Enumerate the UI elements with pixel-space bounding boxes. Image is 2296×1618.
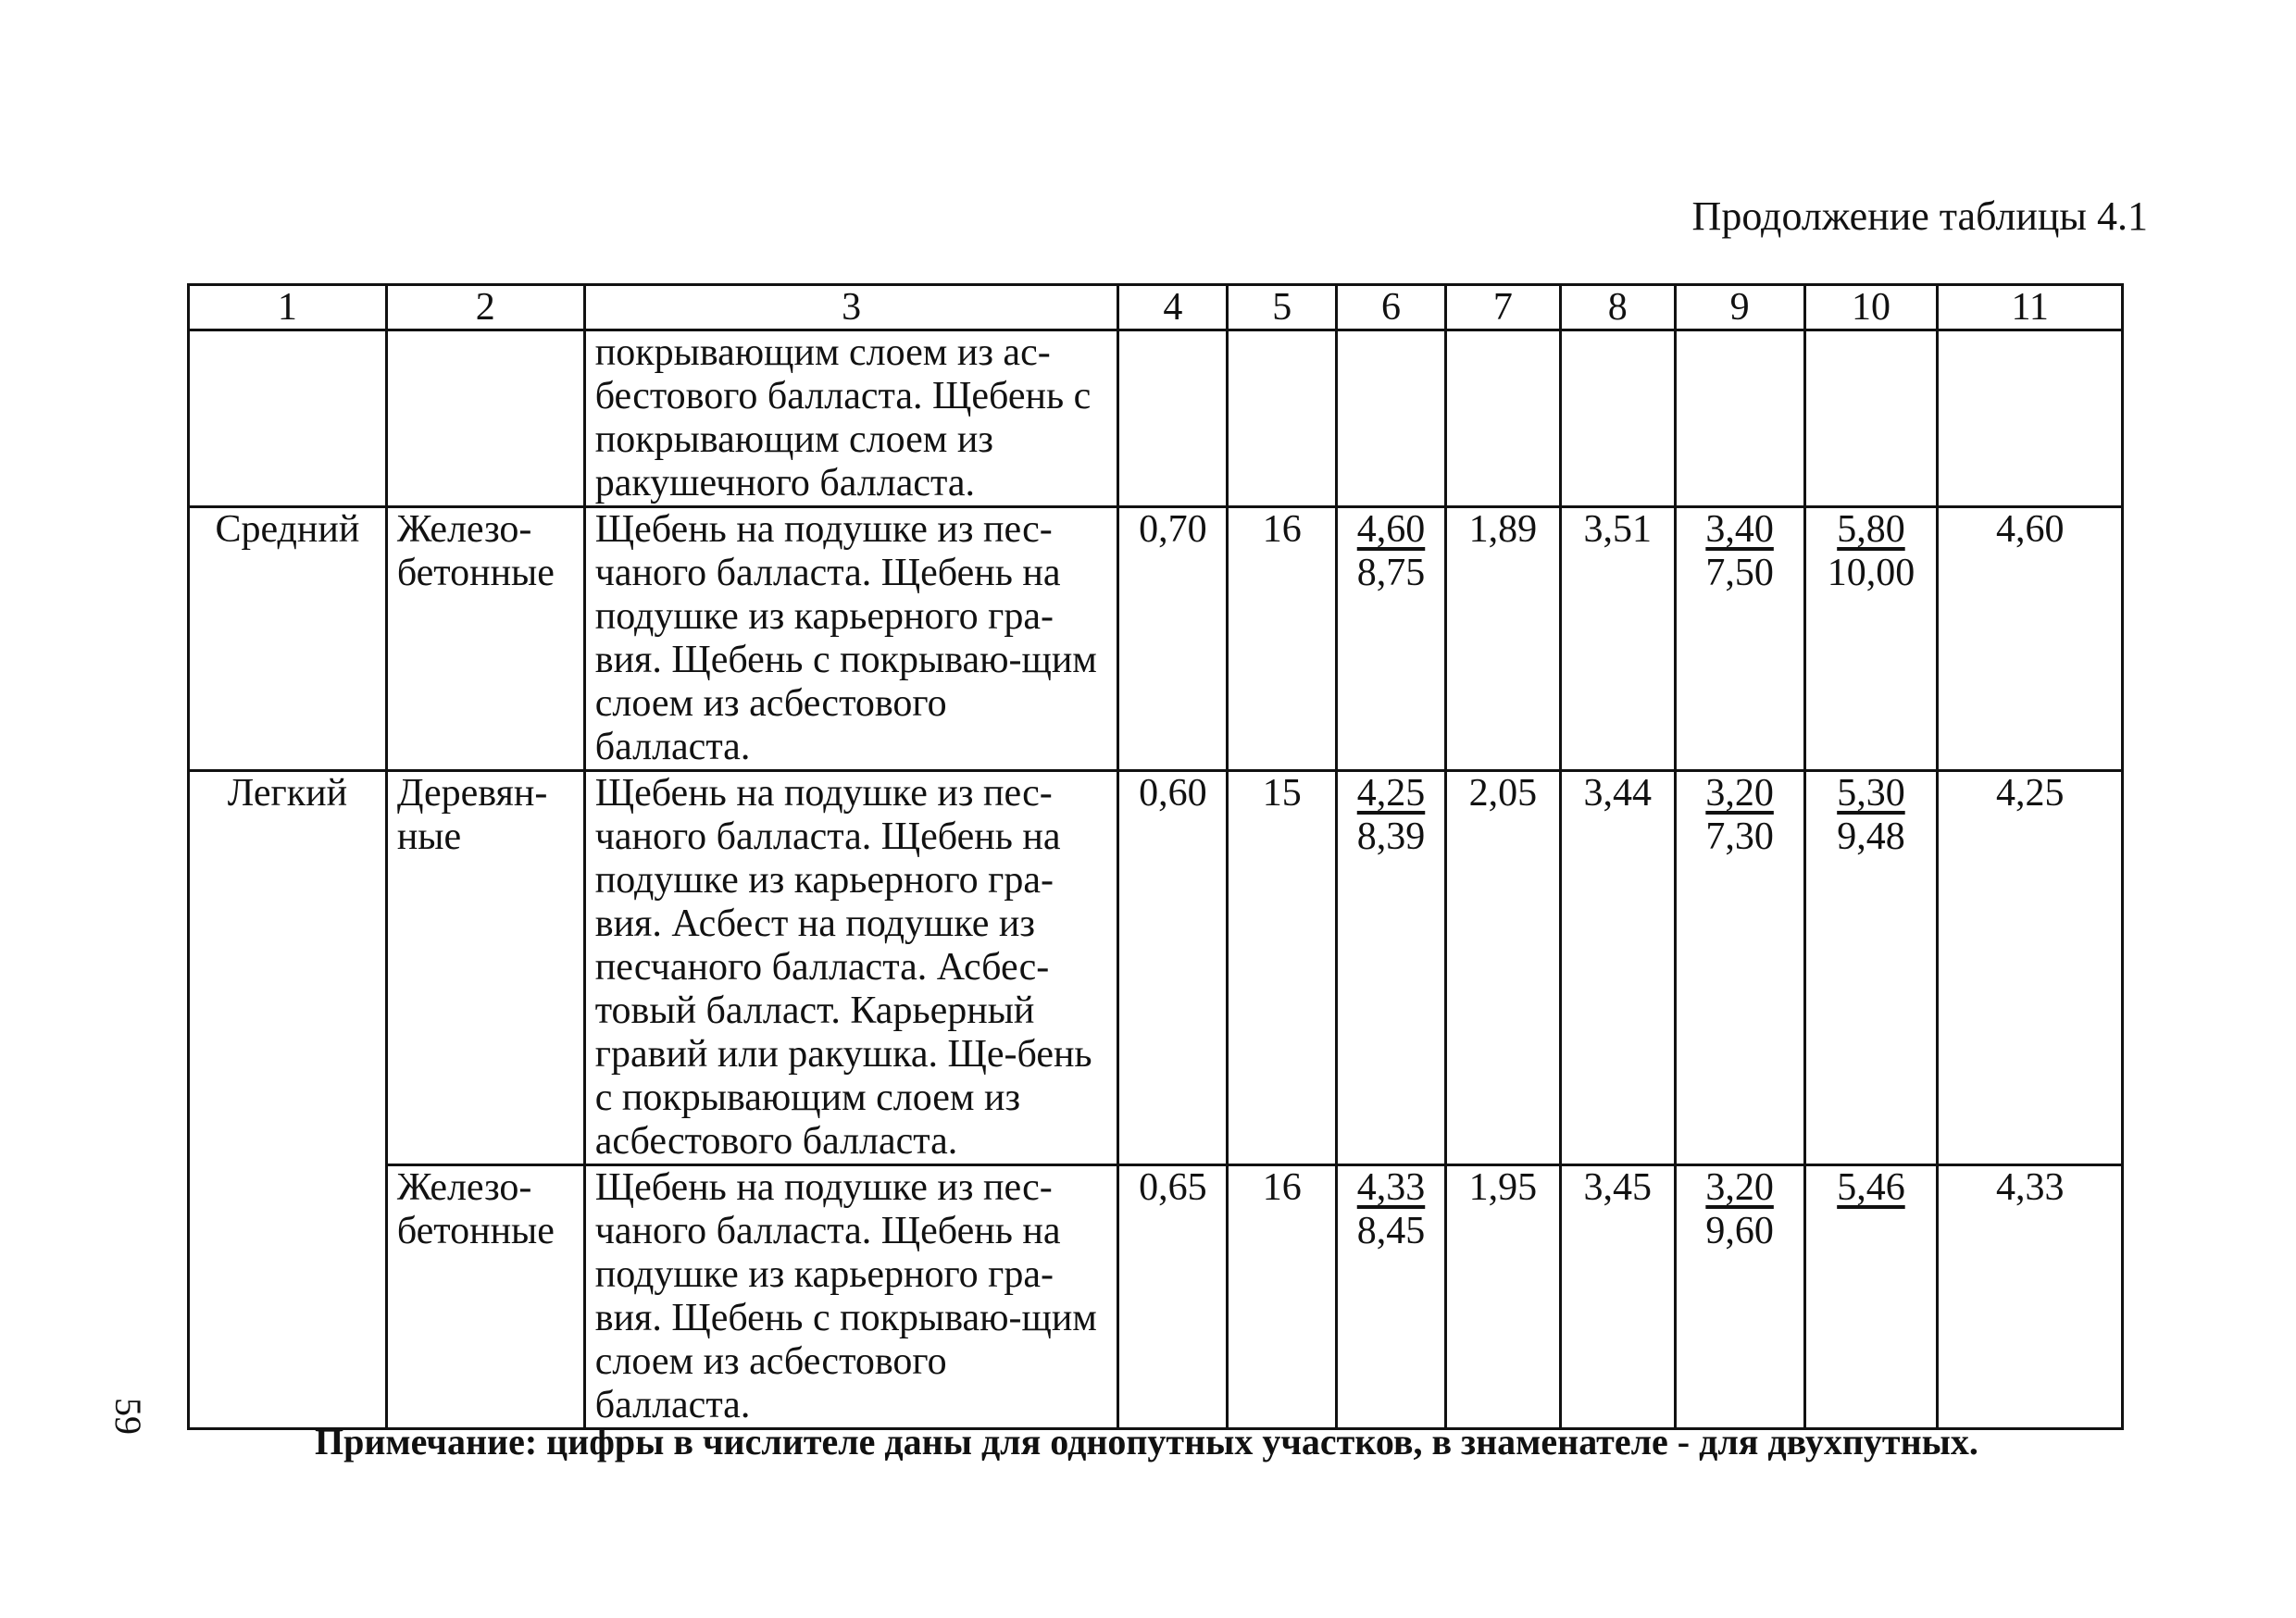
header-row [189,285,2123,330]
value-cell: 16 [1228,507,1337,771]
value-cell: 4,33 [1938,1165,2123,1429]
column-header: 10 [1804,285,1938,330]
value-cell [1938,330,2123,507]
numerator: 5,30 [1837,772,1905,815]
table-row [189,507,2123,771]
value-cell: 0,70 [1118,507,1228,771]
sleeper-type-cell [386,330,584,507]
fraction-cell [1804,1165,1938,1429]
denominator: 7,30 [1705,815,1774,858]
fraction-cell [1337,771,1446,1165]
fraction-cell [1804,507,1938,771]
ballast-description-cell: покрывающим слоем из ас-бестового балласта. Щебень с покрывающим слоем из ракушечного балласта. [584,330,1118,507]
numerator: 3,20 [1705,1166,1774,1209]
numerator: 4,25 [1356,772,1426,815]
track-type-cell: Средний [189,507,387,771]
denominator: 8,45 [1356,1210,1426,1252]
fraction-cell [1337,330,1446,507]
value-cell: 15 [1228,771,1337,1165]
value-cell: 0,65 [1118,1165,1228,1429]
fraction-cell [1675,1165,1804,1429]
column-header: 2 [386,285,584,330]
data-table [187,283,2124,1430]
table-note: Примечание: цифры в числителе даны для однопутных участков, в знаменателе - для двухпутных. [315,1421,1978,1462]
denominator: 8,39 [1356,815,1426,858]
value-cell [1560,330,1675,507]
value-cell: 16 [1228,1165,1337,1429]
column-header: 3 [584,285,1118,330]
column-header: 6 [1337,285,1446,330]
track-type-cell: Легкий [189,771,387,1429]
ballast-description-cell: Щебень на подушке из пес-чаного балласта. Щебень на подушке из карьерного гра-вия. Щебень с покрываю-щим слоем из асбестового балласта. [584,1165,1118,1429]
value-cell: 0,60 [1118,771,1228,1165]
value-cell: 3,45 [1560,1165,1675,1429]
denominator: 10,00 [1827,552,1915,594]
denominator: 9,48 [1837,815,1905,858]
value-cell [1228,330,1337,507]
column-header: 8 [1560,285,1675,330]
table-row [189,330,2123,507]
value-cell [1118,330,1228,507]
value-cell: 3,51 [1560,507,1675,771]
fraction-cell [1804,330,1938,507]
column-header: 11 [1938,285,2123,330]
fraction-cell [1675,771,1804,1165]
column-header: 1 [189,285,387,330]
table-row [189,1165,2123,1429]
column-header: 7 [1445,285,1560,330]
denominator: 9,60 [1705,1210,1774,1252]
fraction-cell [1804,771,1938,1165]
column-header: 5 [1228,285,1337,330]
fraction-cell [1337,507,1446,771]
value-cell: 2,05 [1445,771,1560,1165]
value-cell: 4,25 [1938,771,2123,1165]
fraction-cell [1675,330,1804,507]
table-caption: Продолжение таблицы 4.1 [1691,193,2148,239]
fraction-cell [1675,507,1804,771]
table-row [189,771,2123,1165]
value-cell: 3,44 [1560,771,1675,1165]
value-cell: 4,60 [1938,507,2123,771]
numerator: 4,33 [1356,1166,1426,1209]
value-cell: 1,89 [1445,507,1560,771]
column-header: 9 [1675,285,1804,330]
fraction-cell [1337,1165,1446,1429]
numerator: 4,60 [1356,508,1426,551]
sleeper-type-cell: Железо-бетонные [386,1165,584,1429]
column-header: 4 [1118,285,1228,330]
sleeper-type-cell: Деревян-ные [386,771,584,1165]
denominator: 7,50 [1705,552,1774,594]
numerator: 3,20 [1705,772,1774,815]
denominator: 8,75 [1356,552,1426,594]
track-type-cell [189,330,387,507]
page-number: 59 [107,1398,149,1435]
value-cell [1445,330,1560,507]
ballast-description-cell: Щебень на подушке из пес-чаного балласта. Щебень на подушке из карьерного гра-вия. Асбест на подушке из песчаного балласта. Асбес-товый балласт. Карьерный гравий или ракушка. Ще-бень с покрывающим слоем из асбестового балласта. [584,771,1118,1165]
numerator: 5,46 [1837,1166,1905,1209]
numerator: 5,80 [1837,508,1905,551]
numerator: 3,40 [1705,508,1774,551]
sleeper-type-cell: Железо-бетонные [386,507,584,771]
value-cell: 1,95 [1445,1165,1560,1429]
ballast-description-cell: Щебень на подушке из пес-чаного балласта. Щебень на подушке из карьерного гра-вия. Щебень с покрываю-щим слоем из асбестового балласта. [584,507,1118,771]
